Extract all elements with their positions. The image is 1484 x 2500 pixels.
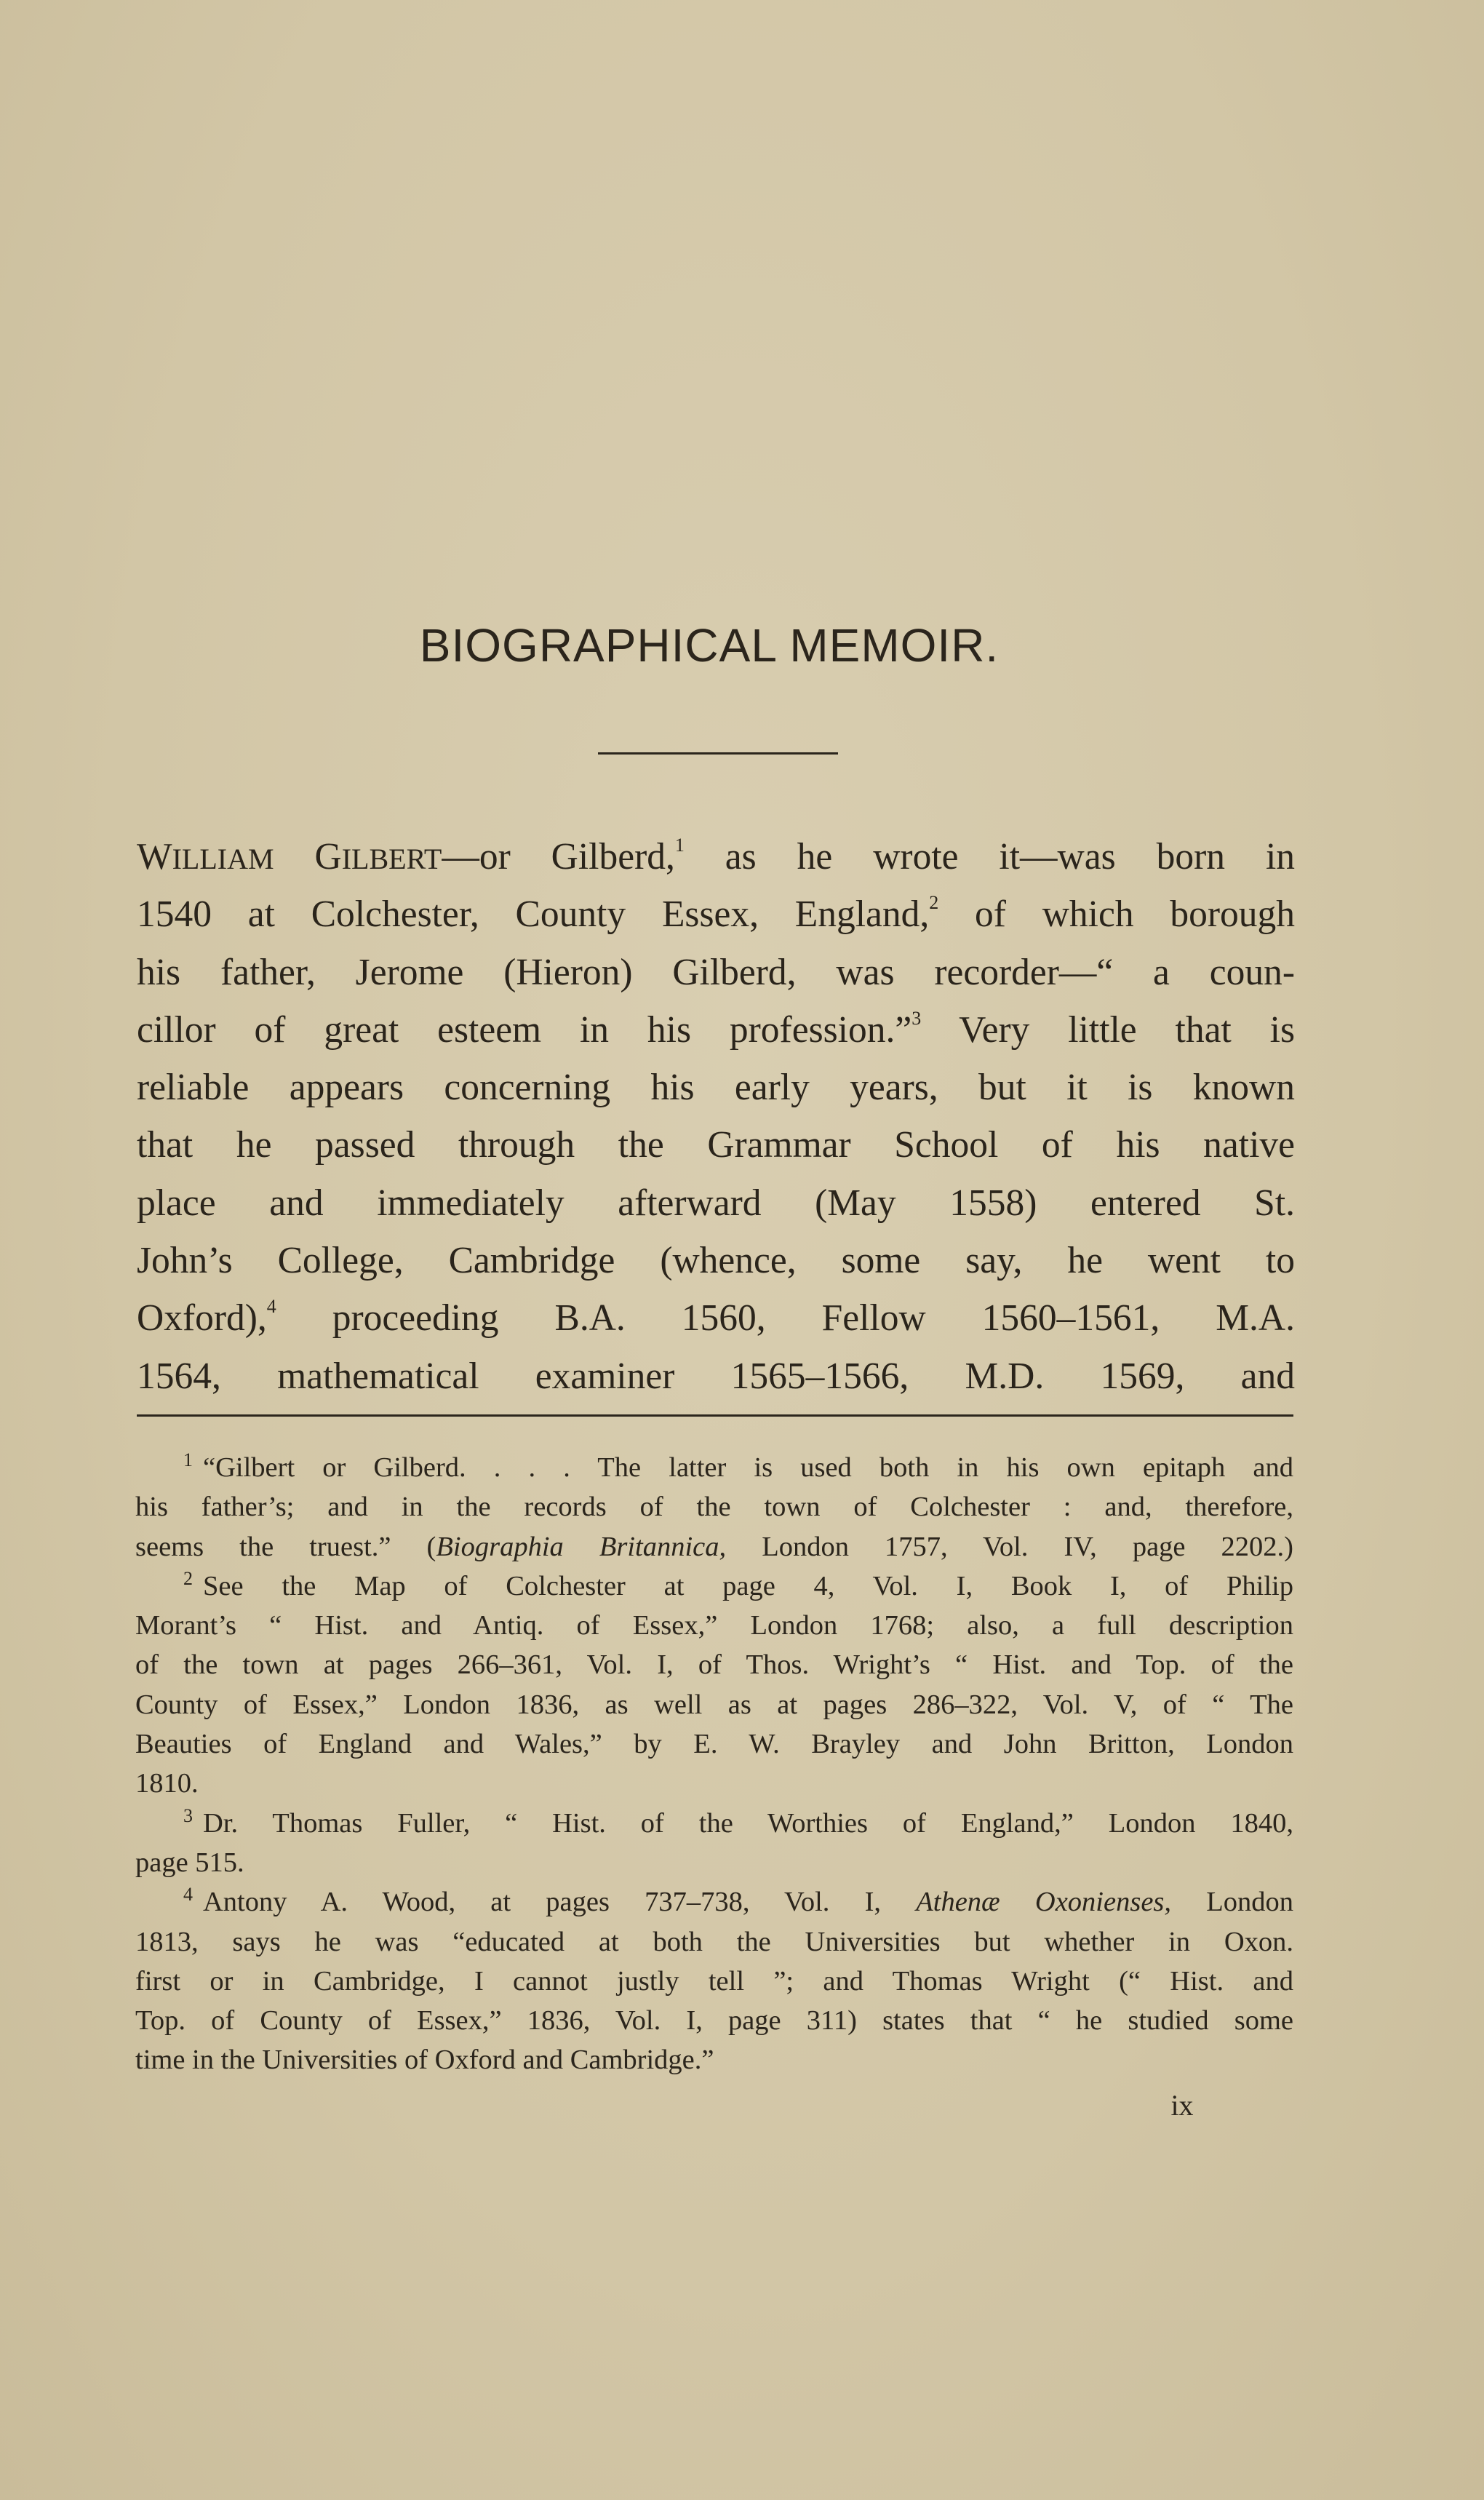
footnote-ref-4[interactable]: 4 — [266, 1296, 276, 1318]
footnote-divider — [137, 1414, 1293, 1417]
body-line-3: his father, Jerome (Hieron) Gilberd, was recorder—“ a coun- — [137, 951, 1295, 993]
footnote-ref-1[interactable]: 1 — [674, 835, 685, 856]
footnote-4-line: time in the Universities of Oxford and Cambridge.” — [135, 2045, 714, 2076]
body-text-segment: 1540 at Colchester, County Essex, England, — [137, 893, 930, 936]
footnote-2-line: Morant’s “ Hist. and Antiq. of Essex,” London 1768; also, a full description — [135, 1610, 1293, 1641]
body-text-segment: —or Gilberd, — [442, 836, 675, 877]
footnote-2-line: Beauties of England and Wales,” by E. W. Brayley and John Britton, London — [135, 1729, 1293, 1760]
footnote-text: See the Map of Colchester at page 4, Vol. I, Book I, of Philip — [203, 1570, 1293, 1601]
name-last-initial: G — [314, 836, 342, 877]
footnote-4-number: 4 — [183, 1884, 193, 1906]
footnote-citation-title: Athenæ Oxonienses, — [916, 1887, 1172, 1918]
footnote-1-number: 1 — [183, 1449, 193, 1470]
footnote-ref-2[interactable]: 2 — [929, 892, 939, 914]
body-text-segment: of which borough — [938, 893, 1295, 936]
title-divider — [598, 752, 838, 755]
name-first-initial: W — [137, 836, 172, 877]
footnote-1-line — [135, 1448, 1293, 1487]
footnote-text: Antony A. Wood, at pages 737–738, Vol. I, — [203, 1887, 917, 1918]
footnote-4-line: 1813, says he was “educated at both the Universities but whether in Oxon. — [135, 1926, 1293, 1957]
footnote-2-line: County of Essex,” London 1836, as well as at pages 286–322, Vol. V, of “ The — [135, 1689, 1293, 1720]
body-line-9 — [137, 1289, 1295, 1347]
footnote-text: London 1757, Vol. IV, page 2202.) — [726, 1531, 1293, 1562]
memoir-paragraph — [137, 828, 1295, 1405]
body-line-2 — [137, 885, 1295, 943]
footnote-3-line — [135, 1804, 1293, 1843]
footnotes-block — [135, 1448, 1293, 2080]
footnote-text: Dr. Thomas Fuller, “ Hist. of the Worthies of England,” London 1840, — [203, 1807, 1293, 1839]
footnote-ref-3[interactable]: 3 — [911, 1007, 922, 1029]
body-text-segment: Oxford), — [137, 1297, 267, 1339]
footnote-1-line — [135, 1527, 1293, 1567]
body-line-8: John’s College, Cambridge (whence, some say, he went to — [137, 1240, 1295, 1282]
page-number: ix — [1170, 2089, 1194, 2122]
body-line-5: reliable appears concerning his early years, but it is known — [137, 1067, 1295, 1109]
footnote-2-number: 2 — [183, 1567, 193, 1589]
footnote-4-line — [135, 1882, 1293, 1922]
footnote-text: “Gilbert or Gilberd. . . . The latter is used both in his own epitaph and — [203, 1452, 1293, 1483]
footnote-text: London — [1171, 1887, 1293, 1918]
body-text-segment: proceeding B.A. 1560, Fellow 1560–1561, M.A. — [276, 1297, 1295, 1339]
footnote-citation-title: Biographia Britannica, — [436, 1531, 727, 1562]
footnote-text: seems the truest.” ( — [135, 1531, 436, 1562]
footnote-4-line: first or in Cambridge, I cannot justly tell ”; and Thomas Wright (“ Hist. and — [135, 1965, 1293, 1997]
body-line-7: place and immediately afterward (May 1558) entered St. — [137, 1182, 1295, 1224]
body-line-4 — [137, 1001, 1295, 1059]
footnote-3-line: page 515. — [135, 1847, 244, 1878]
footnote-3-number: 3 — [183, 1804, 193, 1826]
body-text-segment: cillor of great esteem in his profession.” — [137, 1008, 912, 1051]
page-title: BIOGRAPHICAL MEMOIR. — [419, 619, 1000, 672]
footnote-2-line: 1810. — [135, 1768, 199, 1799]
footnote-2-line — [135, 1567, 1293, 1606]
body-line-6: that he passed through the Grammar School of his native — [137, 1124, 1295, 1166]
footnote-2-line: of the town at pages 266–361, Vol. I, of Thos. Wright’s “ Hist. and Top. of the — [135, 1649, 1293, 1681]
body-line-1 — [137, 828, 1295, 885]
body-text-segment: Very little that is — [921, 1008, 1295, 1051]
body-text-segment: as he wrote it—was born in — [684, 836, 1295, 877]
footnote-1-line: his father’s; and in the records of the town of Colchester : and, therefore, — [135, 1492, 1293, 1523]
footnote-4-line: Top. of County of Essex,” 1836, Vol. I, page 311) states that “ he studied some — [135, 2005, 1293, 2037]
body-line-10: 1564, mathematical examiner 1565–1566, M.D. 1569, and — [137, 1355, 1295, 1397]
name-first-rest: ILLIAM — [172, 843, 274, 875]
name-last-rest: ILBERT — [341, 843, 442, 875]
